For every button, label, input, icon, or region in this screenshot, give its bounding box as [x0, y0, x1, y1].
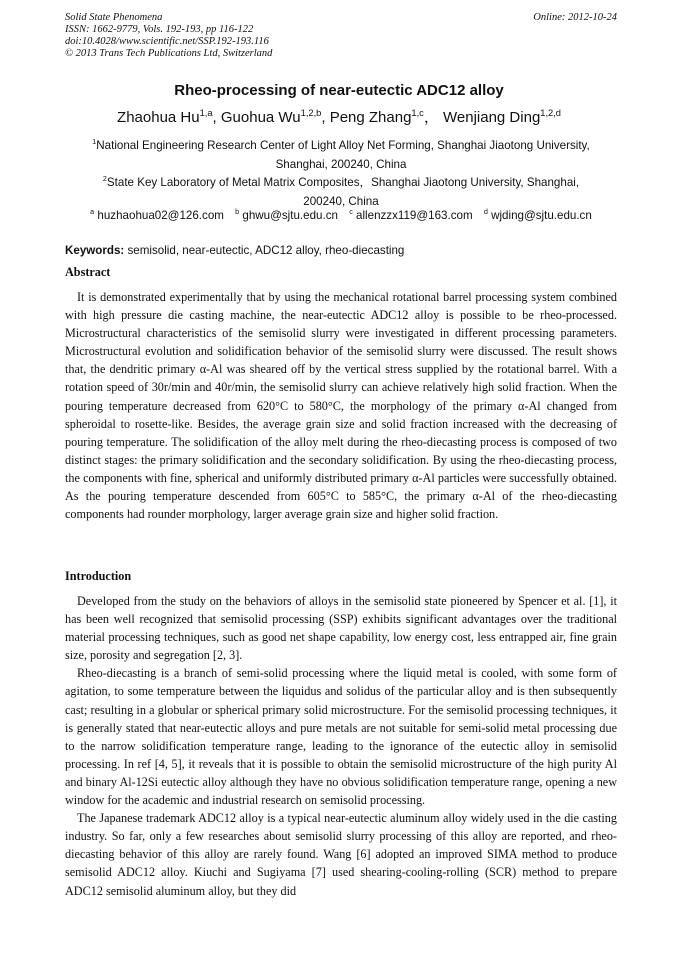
email-address: ghwu@sjtu.edu.cn: [242, 209, 338, 222]
paper-title: Rheo-processing of near-eutectic ADC12 alloy: [174, 82, 504, 99]
email-address: allenzzx119@163.com: [356, 209, 473, 222]
affiliation-text: State Key Laboratory of Metal Matrix Composites，Shanghai Jiaotong University, Shanghai,: [106, 176, 580, 189]
author-name: Guohua Wu: [220, 109, 301, 126]
journal-name: Solid State Phenomena: [65, 12, 163, 23]
author-superscript: 1,c: [411, 108, 424, 118]
keywords-line: [65, 244, 617, 257]
affiliation-text: 200240, China: [303, 195, 379, 208]
introduction-heading: Introduction: [65, 569, 132, 583]
author-name: Wenjiang Ding: [443, 109, 541, 126]
email-address: huzhaohua02@126.com: [97, 209, 224, 222]
author-superscript: 1,2,b: [300, 108, 322, 118]
author-name: Peng Zhang: [329, 109, 412, 126]
introduction-body: [65, 592, 617, 900]
abstract-paragraph: It is demonstrated experimentally that by using the mechanical rotational barrel processing system combined with high pressure die casting machine, the near-eutectic ADC12 alloy is possible to be rheo-processed. Microstructural characteristics of the semisolid slurry were investigated in different processing parameters. Microstructural evolution and solidification behavior of the semisolid slurry were discussed. The result shows that, the dendritic primary α-Al was sheared off by the vertical stress supplied by the rotational barrel. With a rotation speed of 30r/min and 40r/min, the semisolid slurry can achieve relatively high solid fraction. When the pouring temperature decreased from 620°C to 580°C, the morphology of the primary α-Al changed from spheroidal to rosette-like. Besides, the average grain size and solid fraction increased with the decreasing of pouring temperature. The solidification of the alloy melt during the rheo-diecasting process is composed of two distinct stages: the primary solidification and the secondary solidification. By using the rheo-diecasting process, the components with fine, spherical and uniformly distributed primary α-Al particles were successfully obtained. As the pouring temperature descended from 605°C to 585°C, the primary α-Al of the rheo-diecasting components had rounder morphology, larger average grain size and higher solid fraction.: [65, 290, 617, 522]
copyright-line: © 2013 Trans Tech Publications Ltd, Switzerland: [65, 48, 273, 59]
author-separator: ,: [321, 109, 330, 126]
abstract-body: [65, 288, 617, 523]
introduction-paragraph: Developed from the study on the behaviors of alloys in the semisolid state pioneered by Spencer et al. [1], it has been well recognized that semisolid processing (SSP) exhibits significant advantages over the traditional material processing techniques, such as good net shape capability, low energy cost, less entrapped air, fine grain size, porosity and segregation [2, 3].: [65, 594, 617, 663]
author-name: Zhaohua Hu: [117, 109, 200, 126]
affiliation-text: National Engineering Research Center of Light Alloy Net Forming, Shanghai Jiaotong University,: [96, 139, 590, 152]
abstract-heading: Abstract: [65, 265, 111, 279]
email-entry: [90, 209, 224, 222]
email-entry: [235, 209, 338, 222]
affiliation-number: 1: [92, 137, 97, 147]
affiliation-1: [65, 136, 617, 174]
email-superscript: b: [235, 207, 240, 217]
email-entry: [349, 209, 472, 222]
keywords-label: Keywords:: [65, 244, 125, 257]
email-address: wjding@sjtu.edu.cn: [491, 209, 592, 222]
email-superscript: d: [483, 207, 488, 217]
email-entry: [484, 209, 592, 222]
affiliation-number: 2: [102, 174, 107, 184]
page-header: [65, 12, 617, 60]
online-date: Online: 2012-10-24: [533, 12, 617, 23]
email-superscript: a: [90, 207, 95, 217]
issn-line: ISSN: 1662-9779, Vols. 192-193, pp 116-122: [65, 24, 254, 35]
author-separator: ，: [423, 109, 443, 126]
author-superscript: 1,a: [199, 108, 213, 118]
introduction-paragraph: Rheo-diecasting is a branch of semi-solid processing where the liquid metal is cooled, with some form of agitation, to some temperature between the liquidus and solidus of the particular alloy and is then subsequently cast; resulting in a globular or spherical primary solid microstructure. For the semisolid processing techniques, it is generally stated that near-eutectic alloys and pure metals are not suitable for semi-solid metal processing due to the narrow solidification temperature range, leading to the ignorance of the eutectic alloy in semisolid processing. In ref [4, 5], it reveals that it is possible to obtain the semisolid microstructure of the high purity Al and binary Al-12Si eutectic alloy although they have no obvious solidification temperature range, opening a new window for the academic and industrial research on semisolid processing.: [65, 666, 617, 808]
doi-line: doi:10.4028/www.scientific.net/SSP.192-193.116: [65, 36, 269, 47]
author-list: [0, 106, 678, 127]
introduction-paragraph: The Japanese trademark ADC12 alloy is a typical near-eutectic aluminum alloy widely used in the die casting industry. So far, only a few researches about semisolid slurry processing of this alloy are reported, and rheo-diecasting behavior of this alloy are rarely found. Wang [6] adopted an improved SIMA method to produce semisolid ADC12 alloy. Kiuchi and Sugiyama [7] used shearing-cooling-rolling (SCR) method to prepare ADC12 semisolid aluminum alloy, but they did: [65, 811, 617, 898]
email-superscript: c: [349, 207, 353, 217]
author-separator: ,: [212, 109, 221, 126]
affiliation-text: Shanghai, 200240, China: [275, 158, 407, 171]
author-superscript: 1,2,d: [540, 108, 561, 118]
keywords-text: semisolid, near-eutectic, ADC12 alloy, rheo-diecasting: [124, 244, 405, 257]
affiliation-2: [65, 173, 617, 211]
email-list: [65, 209, 617, 222]
